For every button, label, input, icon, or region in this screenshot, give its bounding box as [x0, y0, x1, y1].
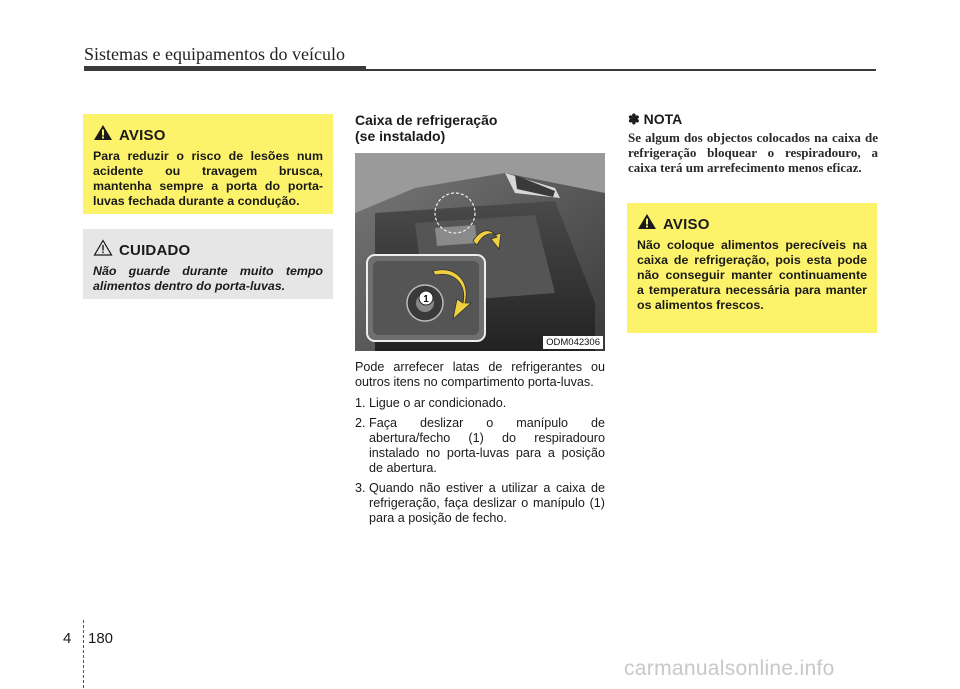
- step-number: 1.: [355, 396, 366, 410]
- step-text: Quando não estiver a utilizar a caixa de refrigeração, faça deslizar o manípulo (1) para a posição de fecho.: [369, 481, 605, 525]
- warning-title-right: AVISO: [663, 215, 710, 233]
- instructions: [355, 360, 605, 531]
- list-item: [355, 396, 605, 411]
- section-heading-line1: Caixa de refrigeração: [355, 112, 498, 128]
- warning-text-left: Para reduzir o risco de lesões num acidente ou travagem brusca, mantenha sempre a porta do porta-luvas fechada durante a condução.: [93, 149, 323, 208]
- step-text: Ligue o ar condicionado.: [369, 396, 507, 410]
- intro-text: Pode arrefecer latas de refrigerantes ou outros itens no compartimento porta-luvas.: [355, 360, 605, 389]
- warning-triangle-icon: [93, 124, 113, 146]
- warning-title-left: AVISO: [119, 126, 166, 144]
- warning-box-left: [83, 114, 333, 214]
- page-number: 180: [88, 630, 114, 647]
- step-text: Faça deslizar o manípulo de abertura/fecho (1) do respiradouro instalado no porta-luvas para a posição de abertura.: [369, 416, 605, 475]
- list-item: [355, 481, 605, 526]
- watermark: carmanualsonline.info: [624, 657, 835, 680]
- footer-divider: [83, 620, 85, 688]
- step-number: 2.: [355, 416, 366, 430]
- warning-box-right: [627, 203, 877, 333]
- caution-text: Não guarde durante muito tempo alimentos dentro do porta-luvas.: [93, 264, 323, 293]
- header-title: Sistemas e equipamentos do veículo: [84, 44, 345, 64]
- note-text: Se algum dos objectos colocados na caixa de refrigeração bloquear o respiradouro, a caixa terá um arrefecimento menos eficaz.: [628, 130, 878, 175]
- header-rule-thick: [84, 66, 366, 71]
- glovebox-illustration: [355, 153, 605, 351]
- list-item: [355, 416, 605, 476]
- caution-title: CUIDADO: [119, 241, 191, 259]
- image-code: ODM042306: [543, 336, 603, 349]
- warning-triangle-icon: [637, 213, 657, 235]
- header-rule-thin: [366, 69, 876, 71]
- section-heading-line2: (se instalado): [355, 128, 446, 144]
- callout-number: 1: [423, 294, 429, 305]
- caution-triangle-icon: [93, 239, 113, 261]
- section-heading: [355, 112, 605, 144]
- caution-box: [83, 229, 333, 299]
- warning-text-right: Não coloque alimentos perecíveis na caixa de refrigeração, pois esta pode não conseguir manter continuamente a temperatura necessária para manter os alimentos frescos.: [637, 238, 867, 312]
- step-number: 3.: [355, 481, 366, 495]
- cooling-box-photo: [355, 153, 605, 351]
- note-heading: ✽ NOTA: [628, 111, 683, 127]
- chapter-number: 4: [63, 630, 72, 647]
